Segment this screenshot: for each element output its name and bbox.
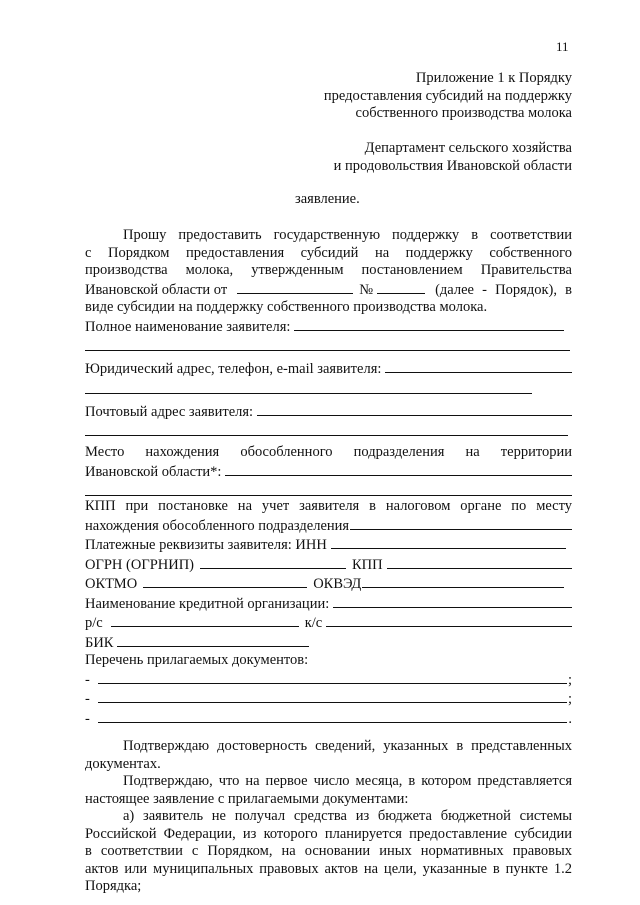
department-line: и продовольствия Ивановской области bbox=[333, 157, 572, 174]
inn-field[interactable] bbox=[331, 535, 566, 549]
confirmation-line: документах. bbox=[85, 755, 161, 772]
request-line: производства молока, утвержденным постановлением Правительства bbox=[85, 262, 572, 278]
full-name-field[interactable] bbox=[294, 317, 564, 331]
confirmation-line: настоящее заявление с прилагаемыми документами: bbox=[85, 790, 409, 807]
postal-address-row bbox=[85, 402, 572, 422]
annex-line: Приложение 1 к Порядку bbox=[415, 70, 572, 86]
location-field[interactable] bbox=[225, 462, 572, 476]
condition-a-line: а) заявитель не получал средства из бюджета бюджетной системы bbox=[123, 808, 572, 824]
application-body bbox=[85, 227, 572, 896]
bank-label: Наименование кредитной организации: bbox=[85, 595, 330, 612]
account-row bbox=[85, 613, 572, 633]
kpp-label: КПП bbox=[352, 556, 383, 573]
bank-field[interactable] bbox=[333, 594, 572, 608]
annex-line: предоставления субсидий на поддержку bbox=[323, 87, 572, 104]
legal-address-label: Юридический адрес, телефон, e-mail заявителя: bbox=[85, 361, 382, 377]
kpp-branch-field[interactable] bbox=[350, 516, 572, 530]
confirmation-line: Подтверждаю, что на первое число месяца, в котором представляется bbox=[123, 773, 572, 789]
ogrn-field[interactable] bbox=[200, 555, 346, 569]
location-row bbox=[85, 462, 572, 482]
document-bullet: - bbox=[85, 671, 90, 688]
full-name-row bbox=[85, 317, 572, 337]
annex-header bbox=[324, 70, 572, 123]
request-line: (далее - Порядок), в bbox=[435, 281, 572, 298]
document-bullet: - bbox=[85, 710, 90, 727]
bank-row bbox=[85, 594, 572, 614]
document-entry bbox=[85, 709, 572, 729]
location-label: Место нахождения обособленного подразделения на территории bbox=[85, 444, 572, 460]
condition-a-line: актов или муниципальных правовых актов на цели, указанные в пункте 1.2 bbox=[85, 860, 572, 877]
postal-address-label: Почтовый адрес заявителя: bbox=[85, 403, 254, 420]
condition-a-line: в соответствии с Порядком, на основании иных нормативных правовых bbox=[85, 843, 572, 859]
postal-address-field-continued[interactable] bbox=[85, 421, 568, 436]
request-line: Прошу предоставить государственную поддержку в соответствии bbox=[123, 227, 572, 243]
documents-list-label: Перечень прилагаемых документов: bbox=[85, 652, 309, 668]
oktmo-okved-row bbox=[85, 574, 572, 594]
document-entry bbox=[85, 689, 572, 709]
confirmation-line: Подтверждаю достоверность сведений, указанных в представленных bbox=[123, 738, 572, 754]
oktmo-label: ОКТМО bbox=[85, 576, 138, 592]
document-field[interactable] bbox=[98, 709, 568, 723]
legal-address-field[interactable] bbox=[385, 359, 572, 373]
document-end: ; bbox=[567, 691, 572, 707]
bik-row bbox=[85, 633, 572, 653]
kpp-branch-row bbox=[85, 516, 572, 536]
kpp-branch-label: КПП при постановке на учет заявителя в налоговом органе по месту bbox=[85, 498, 572, 514]
full-name-label: Полное наименование заявителя: bbox=[85, 318, 291, 335]
request-line: Ивановской области от bbox=[85, 281, 228, 298]
number-blank[interactable] bbox=[377, 280, 425, 294]
request-date-line bbox=[85, 280, 572, 300]
okved-field[interactable] bbox=[362, 574, 564, 588]
request-line: виде субсидии на поддержку собственного производства молока. bbox=[85, 299, 488, 315]
location-label-end: Ивановской области*: bbox=[85, 463, 222, 480]
annex-line: собственного производства молока bbox=[355, 105, 572, 121]
page-number: 11 bbox=[556, 39, 569, 54]
kpp-branch-label-end: нахождения обособленного подразделения bbox=[85, 517, 350, 534]
request-line: с Порядком предоставления субсидий на поддержку собственного bbox=[85, 244, 572, 261]
settlement-account-label: р/с bbox=[85, 615, 103, 631]
bik-field[interactable] bbox=[117, 633, 309, 647]
bik-label: БИК bbox=[85, 634, 114, 651]
document-field[interactable] bbox=[98, 670, 567, 684]
date-blank[interactable] bbox=[237, 280, 353, 294]
ogrn-label: ОГРН (ОГРНИП) bbox=[85, 556, 195, 573]
document-field[interactable] bbox=[98, 689, 567, 703]
inn-row bbox=[85, 535, 572, 555]
location-field-continued[interactable] bbox=[85, 481, 572, 496]
correspondent-account-label: к/с bbox=[304, 615, 323, 631]
condition-a-line: Порядка; bbox=[85, 878, 142, 894]
ogrn-kpp-row bbox=[85, 555, 572, 575]
condition-a-line: Российской Федерации, из которого планируется предоставление субсидии bbox=[85, 825, 572, 842]
document-end: . bbox=[568, 710, 572, 727]
settlement-account-field[interactable] bbox=[111, 613, 299, 627]
document-title: заявление. bbox=[295, 191, 360, 207]
okved-label: ОКВЭД bbox=[313, 576, 362, 592]
kpp-field[interactable] bbox=[387, 555, 572, 569]
document-end: ; bbox=[567, 671, 572, 688]
full-name-field-continued[interactable] bbox=[85, 336, 570, 351]
correspondent-account-field[interactable] bbox=[326, 613, 572, 627]
addressee-department bbox=[334, 140, 572, 175]
document-bullet: - bbox=[85, 691, 90, 707]
document-entry bbox=[85, 670, 572, 690]
department-line: Департамент сельского хозяйства bbox=[364, 140, 572, 156]
payment-details-label: Платежные реквизиты заявителя: ИНН bbox=[85, 537, 327, 553]
legal-address-field-continued[interactable] bbox=[85, 379, 532, 394]
oktmo-field[interactable] bbox=[143, 574, 307, 588]
postal-address-field[interactable] bbox=[257, 402, 572, 416]
number-sign: № bbox=[359, 281, 374, 298]
legal-address-row bbox=[85, 359, 572, 379]
